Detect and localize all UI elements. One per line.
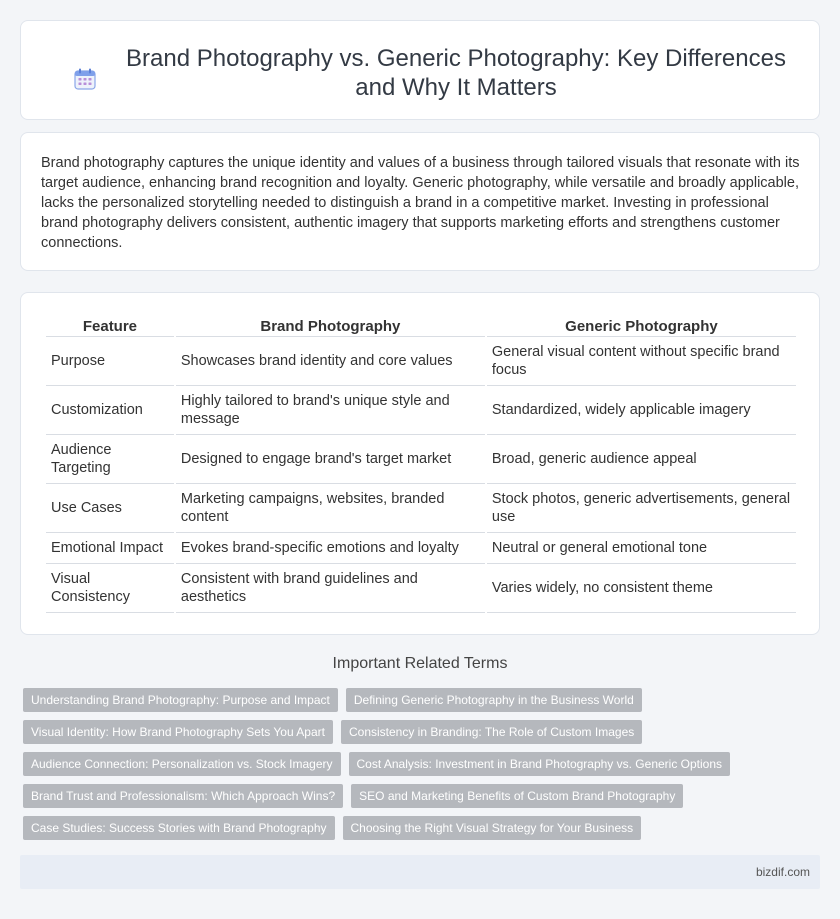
title-card: [20, 20, 820, 120]
table-cell: Broad, generic audience appeal: [487, 435, 796, 484]
table-row: [46, 386, 796, 435]
table-cell: General visual content without specific brand focus: [487, 337, 796, 386]
table-cell: Stock photos, generic advertisements, general use: [487, 484, 796, 533]
footer: [20, 855, 820, 889]
table-cell: Evokes brand-specific emotions and loyalty: [176, 533, 485, 564]
table-cell: Showcases brand identity and core values: [176, 337, 485, 386]
table-header-feature: Feature: [46, 315, 174, 337]
table-cell: Emotional Impact: [46, 533, 174, 564]
table-header-generic: Generic Photography: [487, 315, 796, 337]
page-title: Brand Photography vs. Generic Photography: Key Differences and Why It Matters: [126, 45, 786, 101]
table-cell: Consistent with brand guidelines and aesthetics: [176, 564, 485, 613]
related-term-tag[interactable]: SEO and Marketing Benefits of Custom Brand Photography: [351, 784, 683, 808]
table-row: [46, 337, 796, 386]
comparison-table: [44, 315, 798, 613]
calendar-icon: [73, 67, 97, 91]
table-cell: Varies widely, no consistent theme: [487, 564, 796, 613]
table-cell: Use Cases: [46, 484, 174, 533]
table-cell: Standardized, widely applicable imagery: [487, 386, 796, 435]
table-row: [46, 533, 796, 564]
table-row: [46, 435, 796, 484]
intro-paragraph: Brand photography captures the unique identity and values of a business through tailored visuals that resonate with its target audience, enhancing brand recognition and loyalty. Generic photography, while versatile and broadly applicable, lacks the personalized storytelling needed to distinguish a brand in a competitive market. Investing in professional brand photography delivers consistent, authentic imagery that supports marketing efforts and strengthens customer connections.: [41, 155, 800, 251]
table-row: [46, 484, 796, 533]
related-term-tag[interactable]: Audience Connection: Personalization vs. Stock Imagery: [23, 752, 341, 776]
related-term-tag[interactable]: Cost Analysis: Investment in Brand Photography vs. Generic Options: [349, 752, 731, 776]
related-terms-list: [23, 688, 823, 848]
related-term-tag[interactable]: Case Studies: Success Stories with Brand Photography: [23, 816, 335, 840]
related-term-tag[interactable]: Defining Generic Photography in the Business World: [346, 688, 642, 712]
related-term-tag[interactable]: Consistency in Branding: The Role of Custom Images: [341, 720, 642, 744]
table-cell: Audience Targeting: [46, 435, 174, 484]
table-header-brand: Brand Photography: [176, 315, 485, 337]
table-cell: Designed to engage brand's target market: [176, 435, 485, 484]
related-term-tag[interactable]: Brand Trust and Professionalism: Which Approach Wins?: [23, 784, 343, 808]
table-cell: Marketing campaigns, websites, branded content: [176, 484, 485, 533]
intro-card: [20, 132, 820, 271]
related-terms-title: Important Related Terms: [332, 655, 508, 672]
table-cell: Visual Consistency: [46, 564, 174, 613]
site-name[interactable]: bizdif.com: [755, 865, 810, 879]
table-cell: Highly tailored to brand's unique style and message: [176, 386, 485, 435]
related-term-tag[interactable]: Choosing the Right Visual Strategy for Your Business: [343, 816, 642, 840]
comparison-card: [20, 292, 820, 635]
related-term-tag[interactable]: Visual Identity: How Brand Photography Sets You Apart: [23, 720, 333, 744]
related-term-tag[interactable]: Understanding Brand Photography: Purpose and Impact: [23, 688, 338, 712]
table-cell: Purpose: [46, 337, 174, 386]
table-cell: Neutral or general emotional tone: [487, 533, 796, 564]
table-cell: Customization: [46, 386, 174, 435]
table-row: [46, 564, 796, 613]
